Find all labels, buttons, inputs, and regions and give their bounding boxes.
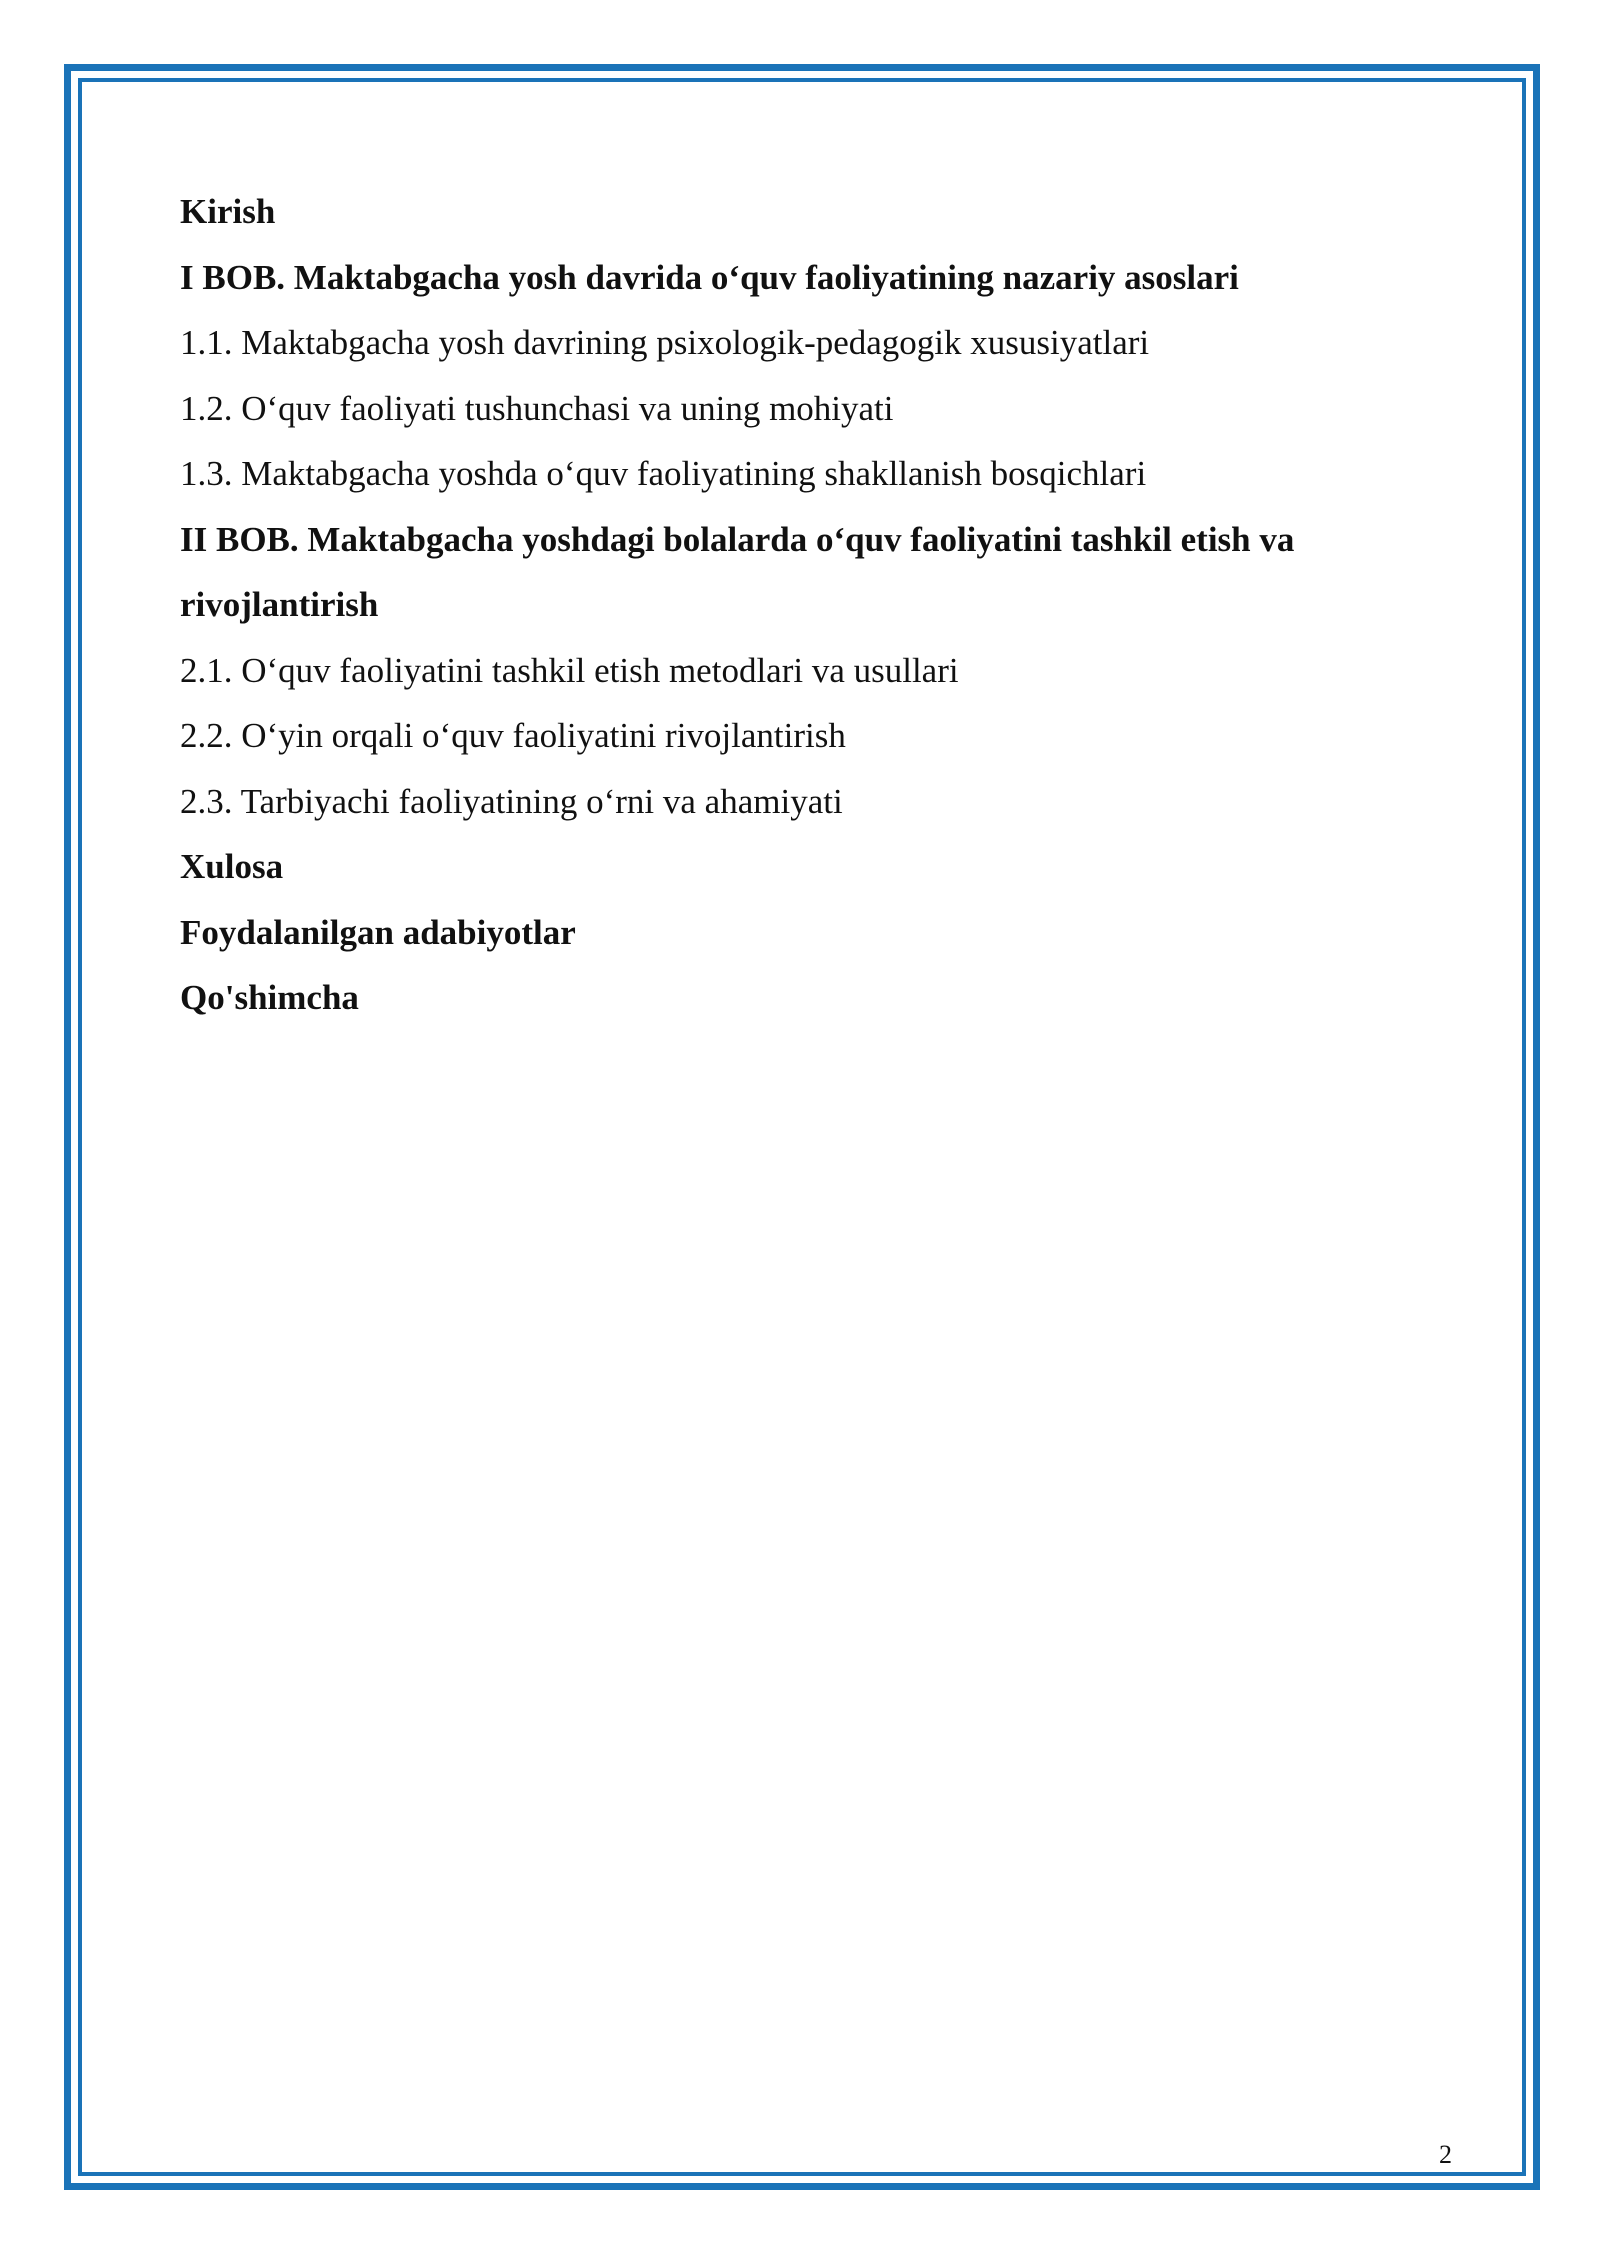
- toc-entry-chapter-2[interactable]: II BOB. Maktabgacha yoshdagi bolalarda o‘quv faoliyatini tashkil etish va rivojlantirish: [180, 519, 1295, 624]
- toc-entry-1-1[interactable]: 1.1. Maktabgacha yosh davrining psixologik-pedagogik xususiyatlari: [180, 323, 1150, 362]
- toc-entry-2-1[interactable]: 2.1. O‘quv faoliyatini tashkil etish metodlari va usullari: [180, 650, 959, 690]
- toc-entry-1-3[interactable]: 1.3. Maktabgacha yoshda o‘quv faoliyatining shakllanish bosqichlari: [180, 454, 1147, 493]
- toc-entry-2-3[interactable]: 2.3. Tarbiyachi faoliyatining o‘rni va ahamiyati: [180, 781, 843, 821]
- table-of-contents: [180, 179, 1430, 1031]
- toc-entry-kirish[interactable]: Kirish: [180, 192, 276, 231]
- toc-entry-1-2[interactable]: 1.2. O‘quv faoliyati tushunchasi va uning mohiyati: [180, 388, 894, 428]
- toc-entry-chapter-1[interactable]: I BOB. Maktabgacha yosh davrida o‘quv faoliyatining nazariy asoslari: [180, 257, 1239, 297]
- toc-entry-appendix[interactable]: Qo'shimcha: [180, 978, 359, 1017]
- toc-entry-2-2[interactable]: 2.2. O‘yin orqali o‘quv faoliyatini rivojlantirish: [180, 716, 846, 755]
- toc-entry-xulosa[interactable]: Xulosa: [180, 847, 284, 886]
- toc-entry-references[interactable]: Foydalanilgan adabiyotlar: [180, 912, 576, 952]
- page-number: 2: [1439, 2140, 1452, 2169]
